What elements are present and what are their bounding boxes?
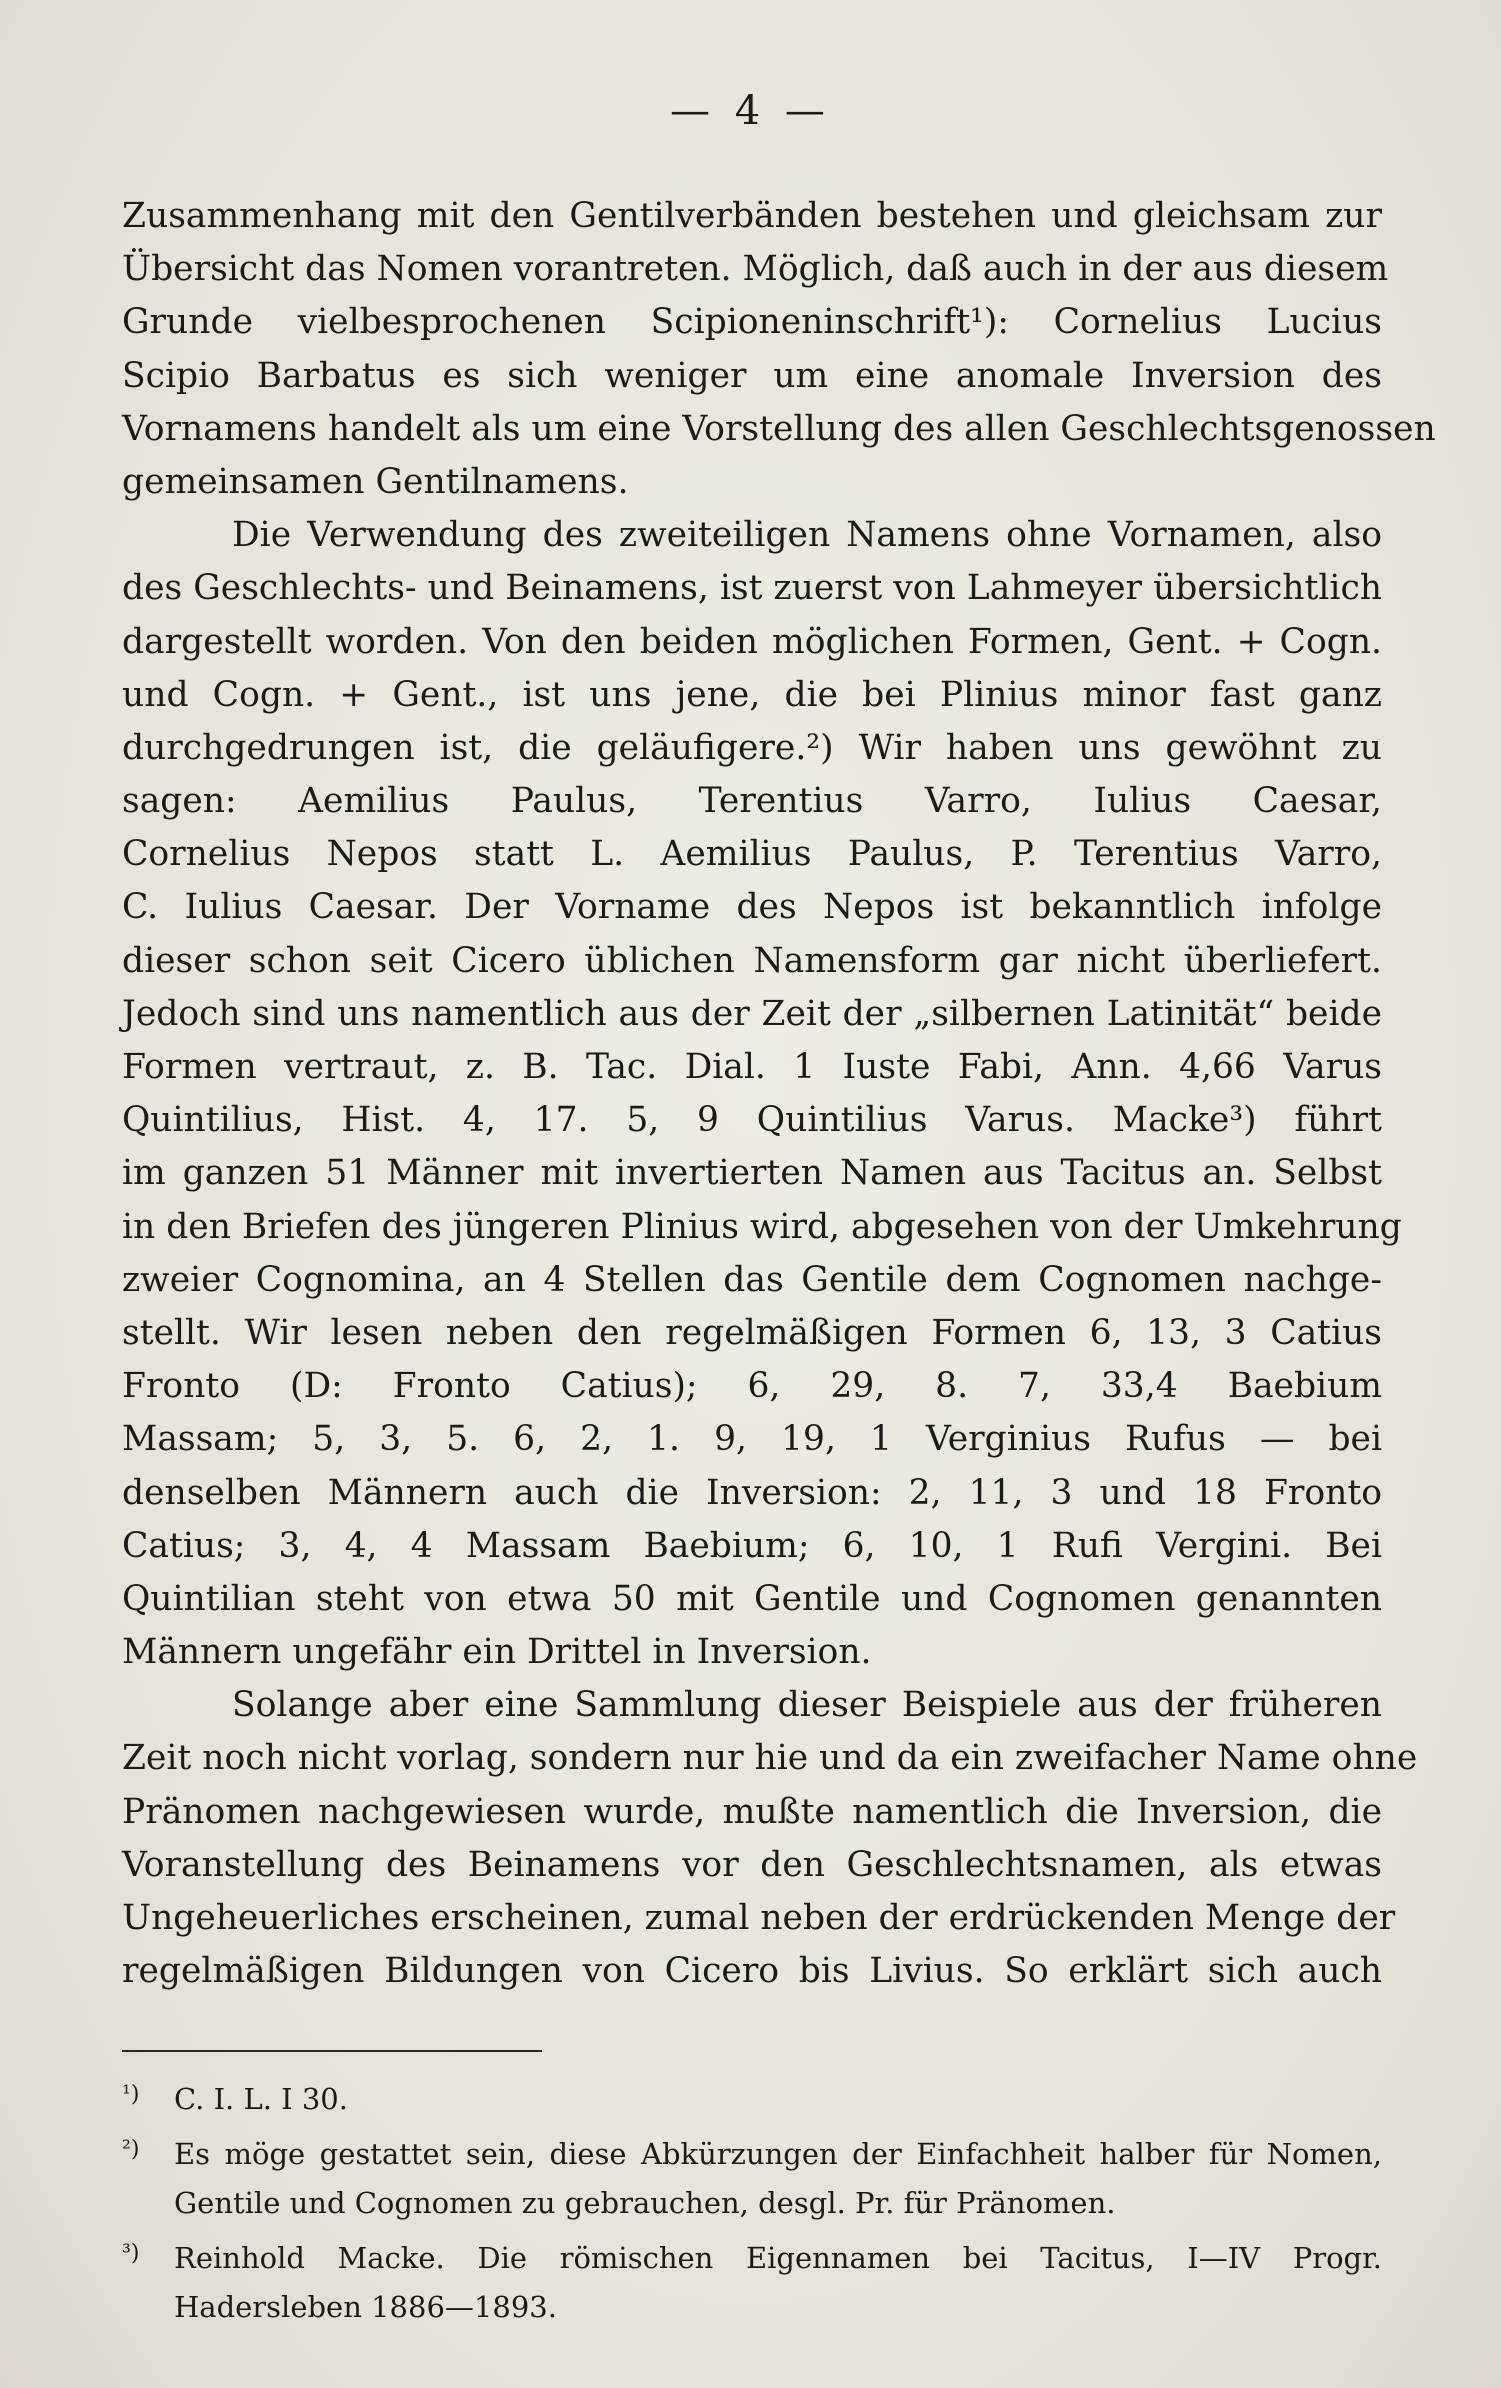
footnote-text: Reinhold Macke. Die römischen Eigennamen bei Tacitus, I—IV Progr. [174, 2240, 1382, 2275]
text-line: C. Iulius Caesar. Der Vorname des Nepos ist bekanntlich infolge [122, 887, 1382, 928]
text-line: dargestellt worden. Von den beiden möglichen Formen, Gent. + Cogn. [122, 621, 1382, 662]
footnote-text: C. I. L. I 30. [174, 2082, 348, 2116]
text-line: durchgedrungen ist, die geläufigere.²) Wir haben uns gewöhnt zu [122, 727, 1382, 768]
text-line: Fronto (D: Fronto Catius); 6, 29, 8. 7, 33,4 Baebium [122, 1366, 1382, 1407]
text-line: Catius; 3, 4, 4 Massam Baebium; 6, 10, 1 Rufi Vergini. Bei [122, 1525, 1382, 1566]
text-line: Übersicht das Nomen vorantreten. Möglich, daß auch in der aus diesem [122, 249, 1389, 290]
footnote-marker: ²) [122, 2136, 140, 2162]
footnote-marker: ¹) [122, 2082, 140, 2107]
text-line: stellt. Wir lesen neben den regelmäßigen Formen 6, 13, 3 Catius [122, 1312, 1382, 1353]
footnote-1 [122, 2070, 1382, 2125]
text-line: dieser schon seit Cicero üblichen Namensform gar nicht überliefert. [122, 940, 1382, 981]
text-line: und Cogn. + Gent., ist uns jene, die bei Plinius minor fast ganz [122, 674, 1382, 715]
text-line: Quintilius, Hist. 4, 17. 5, 9 Quintilius Varus. Macke³) führt [122, 1100, 1382, 1141]
text-line: Formen vertraut, z. B. Tac. Dial. 1 Iuste Fabi, Ann. 4,66 Varus [122, 1047, 1382, 1087]
footnote-2 [122, 2125, 1382, 2229]
paragraph-start-line: Die Verwendung des zweiteiligen Namens ohne Vornamen, also [232, 515, 1382, 556]
text-line: in den Briefen des jüngeren Plinius wird, abgesehen von der Umkehrung [122, 1206, 1402, 1247]
footnote-text: Hadersleben 1886—1893. [174, 2290, 557, 2324]
text-line: im ganzen 51 Männer mit invertierten Namen aus Tacitus an. Selbst [122, 1153, 1382, 1194]
text-line: gemeinsamen Gentilnamens. [122, 461, 629, 502]
text-line: Grunde vielbesprochenen Scipioneninschrift¹): Cornelius Lucius [122, 302, 1382, 343]
text-line: denselben Männern auch die Inversion: 2, 11, 3 und 18 Fronto [122, 1472, 1382, 1513]
text-line: Jedoch sind uns namentlich aus der Zeit der „silbernen Latinität“ beide [122, 993, 1382, 1034]
footnote-3 [122, 2229, 1382, 2333]
text-line: zweier Cognomina, an 4 Stellen das Gentile dem Cognomen nachge- [122, 1259, 1382, 1300]
text-line: des Geschlechts- und Beinamens, ist zuerst von Lahmeyer übersichtlich [122, 568, 1382, 609]
text-line: Ungeheuerliches erscheinen, zumal neben der erdrückenden Menge der [122, 1898, 1396, 1938]
footnotes [122, 2070, 1382, 2333]
text-line: Voranstellung des Beinamens vor den Geschlechtsnamen, als etwas [122, 1844, 1382, 1885]
text-line: Männern ungefähr ein Drittel in Inversion. [122, 1632, 872, 1673]
footnote-marker: ³) [122, 2240, 140, 2266]
footnote-text: Gentile und Cognomen zu gebrauchen, desgl. Pr. für Pränomen. [174, 2186, 1116, 2220]
text-line: Cornelius Nepos statt L. Aemilius Paulus, P. Terentius Varro, [122, 834, 1382, 875]
text-line: Quintilian steht von etwa 50 mit Gentile und Cognomen genannten [122, 1578, 1382, 1619]
text-line: regelmäßigen Bildungen von Cicero bis Livius. So erklärt sich auch [122, 1951, 1382, 1992]
main-text [122, 190, 1436, 1998]
text-line: Massam; 5, 3, 5. 6, 2, 1. 9, 19, 1 Verginius Rufus — bei [122, 1419, 1382, 1460]
footnote-divider [122, 2050, 542, 2052]
text-line: Vornamens handelt als um eine Vorstellung des allen Geschlechtsgenossen [122, 408, 1436, 449]
footnote-text: Es möge gestattet sein, diese Abkürzungen der Einfachheit halber für Nomen, [174, 2136, 1382, 2171]
text-line: Zeit noch nicht vorlag, sondern nur hie und da ein zweifacher Name ohne [122, 1738, 1418, 1779]
text-line: sagen: Aemilius Paulus, Terentius Varro, Iulius Caesar, [122, 781, 1382, 822]
page-number: — 4 — [670, 88, 831, 134]
text-line: Pränomen nachgewiesen wurde, mußte namentlich die Inversion, die [122, 1791, 1382, 1832]
paragraph-start-line: Solange aber eine Sammlung dieser Beispiele aus der früheren [232, 1685, 1382, 1726]
text-line: Scipio Barbatus es sich weniger um eine anomale Inversion des [122, 355, 1382, 396]
text-line: Zusammenhang mit den Gentilverbänden bestehen und gleichsam zur [122, 196, 1382, 236]
